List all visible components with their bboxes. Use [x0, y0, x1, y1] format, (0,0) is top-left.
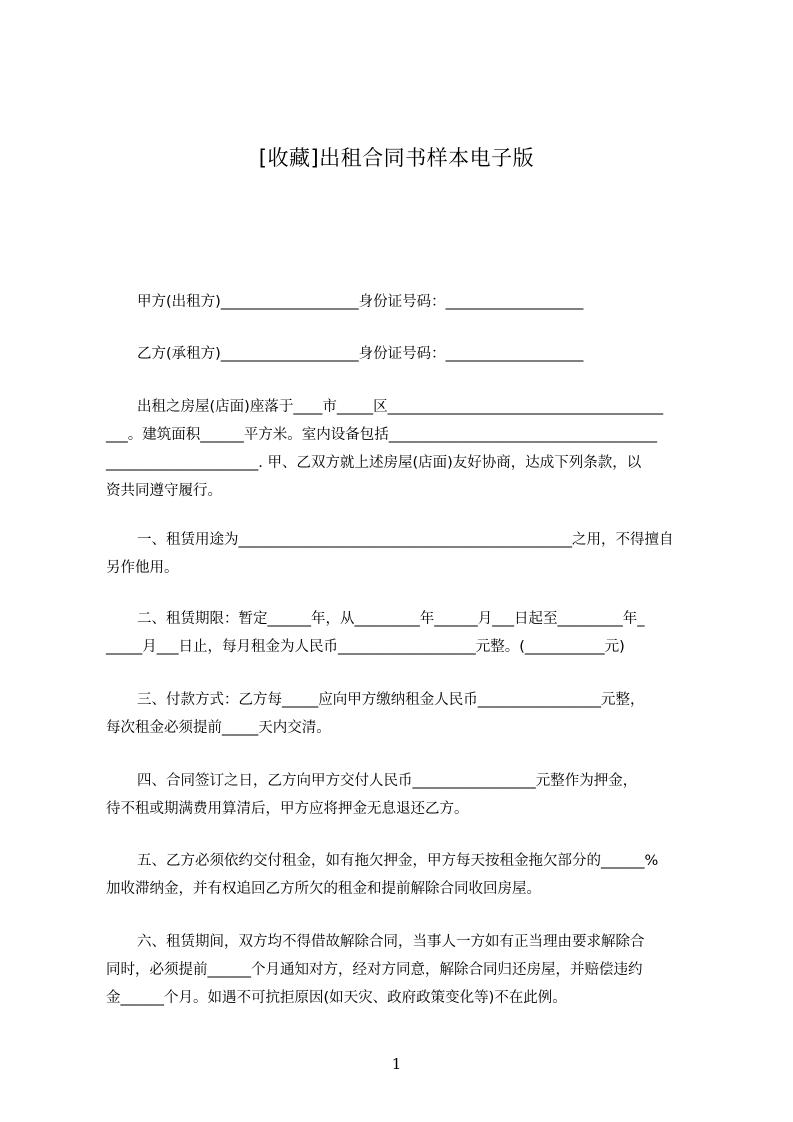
text-line: 资共同遵守履行。: [106, 483, 222, 499]
text-line: 三、付款方式：乙方每_____应向甲方缴纳租金人民币_________________元整，: [137, 692, 645, 708]
text-line: 待不租或期满费用算清后，甲方应将押金无息退还乙方。: [106, 801, 469, 817]
clause-5-late-fee: [106, 847, 702, 903]
text-line: 金______个月。如遇不可抗拒原因(如天灾、政府政策变化等)不在此例。: [106, 990, 567, 1006]
property-description-paragraph: [106, 393, 702, 505]
text-line: 一、租赁用途为______________________________________________之用，不得擅自: [137, 532, 674, 548]
document-title: [收藏]出租合同书样本电子版: [258, 146, 535, 170]
text-line: 四、合同签订之日，乙方向甲方交付人民币_________________元整作为押金，: [137, 773, 638, 789]
text-line: 六、租赁期间，双方均不得借故解除合同，当事人一方如有正当理由要求解除合: [137, 934, 645, 950]
clause-2-term: [106, 605, 702, 661]
text-line: 加收滞纳金，并有权追回乙方所欠的租金和提前解除合同收回房屋。: [106, 881, 541, 897]
text-line: 每次租金必须提前_____天内交清。: [106, 720, 331, 736]
party-a-line: [106, 288, 702, 316]
text-line: 五、乙方必须依约交付租金，如有拖欠押金，甲方每天按租金拖欠部分的______%: [137, 853, 659, 869]
clause-1-usage: [106, 526, 702, 582]
clause-4-deposit: [106, 767, 702, 823]
clause-6-termination: [106, 928, 702, 1012]
page-number: 1: [391, 1055, 402, 1073]
text-line: _____________________. 甲、乙双方就上述房屋(店面)友好协商，达成下列条款，以: [106, 455, 642, 471]
text-line: _____月___日止，每月租金为人民币___________________元整。(___________元): [106, 639, 625, 655]
text-line: 出租之房屋(店面)座落于____市_____区______________________________________: [137, 399, 664, 415]
party-b-line: [106, 340, 702, 368]
text-line: ___。建筑面积______平方米。室内设备包括_____________________________________: [106, 427, 657, 443]
text-line: 乙方(承租方)___________________身份证号码：___________________: [137, 346, 584, 362]
text-line: 二、租赁期限：暂定______年，从_________年______月___日起至_________年_: [137, 611, 645, 627]
text-line: 另作他用。: [106, 560, 179, 576]
text-line: 同时，必须提前______个月通知对方，经对方同意，解除合同归还房屋，并赔偿违约: [106, 962, 643, 978]
clause-3-payment: [106, 686, 702, 742]
text-line: 甲方(出租方)___________________身份证号码：___________________: [137, 294, 584, 310]
